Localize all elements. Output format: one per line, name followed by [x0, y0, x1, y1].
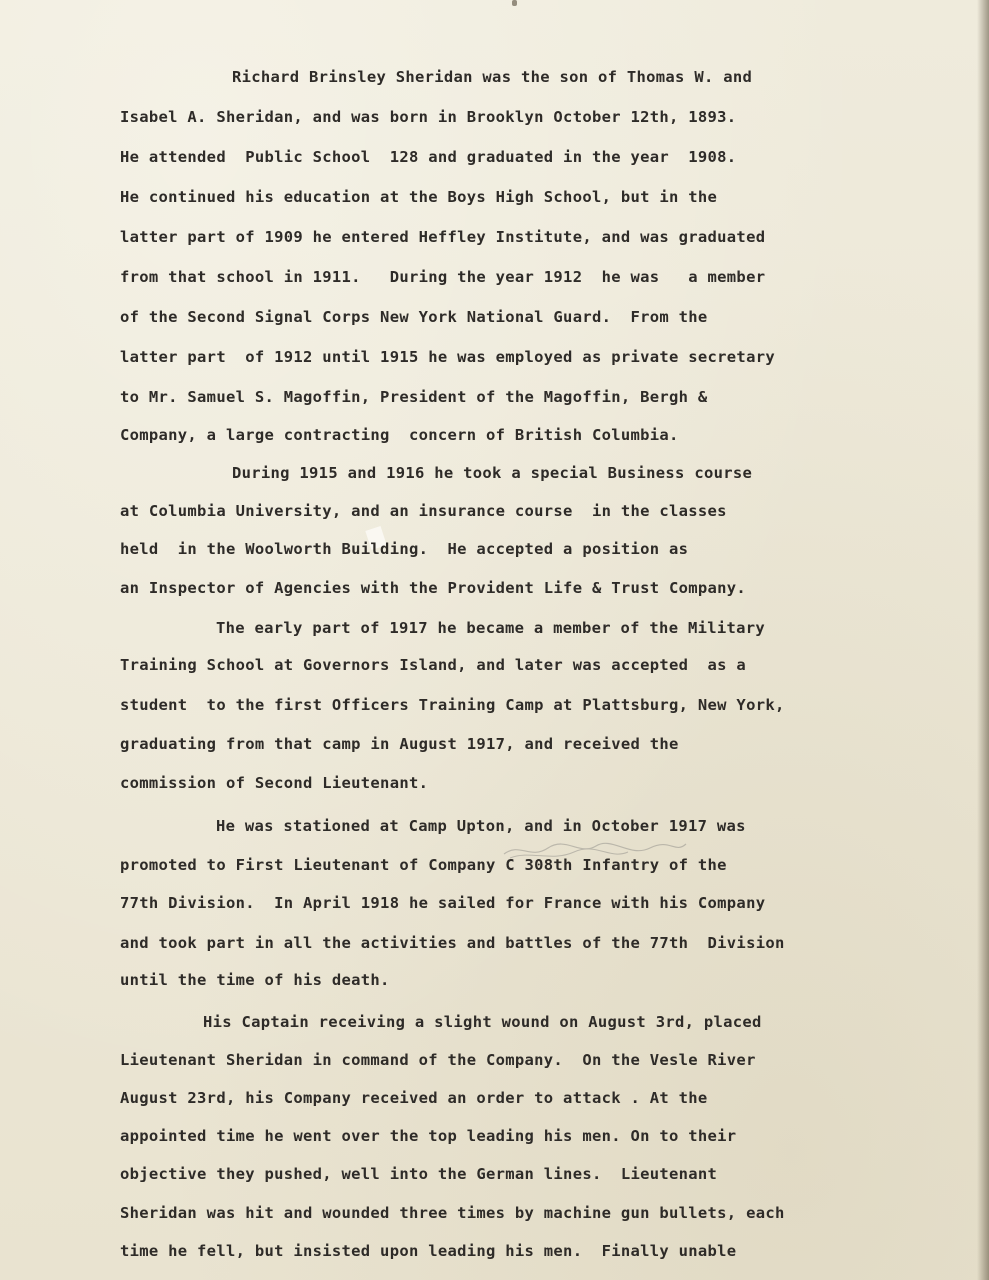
text-line: He was stationed at Camp Upton, and in October 1917 was [216, 817, 746, 835]
text-line: latter part of 1909 he entered Heffley Institute, and was graduated [120, 228, 766, 246]
text-line: graduating from that camp in August 1917, and received the [120, 735, 679, 753]
text-line: During 1915 and 1916 he took a special Business course [232, 464, 753, 482]
text-line: promoted to First Lieutenant of Company C 308th Infantry of the [120, 856, 727, 874]
text-line: He attended Public School 128 and graduated in the year 1908. [120, 148, 737, 166]
text-line: Isabel A. Sheridan, and was born in Brooklyn October 12th, 1893. [120, 108, 737, 126]
text-line: held in the Woolworth Building. He accepted a position as [120, 540, 689, 558]
text-line: The early part of 1917 he became a member of the Military [216, 619, 766, 637]
text-line: latter part of 1912 until 1915 he was employed as private secretary [120, 348, 775, 366]
text-line: an Inspector of Agencies with the Provident Life & Trust Company. [120, 579, 747, 597]
text-line: Training School at Governors Island, and later was accepted as a [120, 656, 747, 674]
text-line: until the time of his death. [120, 971, 390, 989]
text-line: Richard Brinsley Sheridan was the son of Thomas W. and [232, 68, 753, 86]
text-line: from that school in 1911. During the year 1912 he was a member [120, 268, 766, 286]
text-line: student to the first Officers Training Camp at Plattsburg, New York, [120, 696, 785, 714]
text-line: of the Second Signal Corps New York National Guard. From the [120, 308, 708, 326]
text-line: Sheridan was hit and wounded three times by machine gun bullets, each [120, 1204, 785, 1222]
text-line: time he fell, but insisted upon leading his men. Finally unable [120, 1242, 737, 1260]
text-line: commission of Second Lieutenant. [120, 774, 429, 792]
text-line: Lieutenant Sheridan in command of the Company. On the Vesle River [120, 1051, 756, 1069]
text-line: objective they pushed, well into the German lines. Lieutenant [120, 1165, 718, 1183]
text-line: 77th Division. In April 1918 he sailed for France with his Company [120, 894, 766, 912]
text-line: to Mr. Samuel S. Magoffin, President of the Magoffin, Bergh & [120, 388, 708, 406]
text-line: He continued his education at the Boys High School, but in the [120, 188, 718, 206]
text-line: August 23rd, his Company received an order to attack . At the [120, 1089, 708, 1107]
text-line: and took part in all the activities and battles of the 77th Division [120, 934, 785, 952]
text-line: His Captain receiving a slight wound on August 3rd, placed [203, 1013, 762, 1031]
text-line: appointed time he went over the top leading his men. On to their [120, 1127, 737, 1145]
text-line: Company, a large contracting concern of British Columbia. [120, 426, 679, 444]
text-line: at Columbia University, and an insurance course in the classes [120, 502, 727, 520]
